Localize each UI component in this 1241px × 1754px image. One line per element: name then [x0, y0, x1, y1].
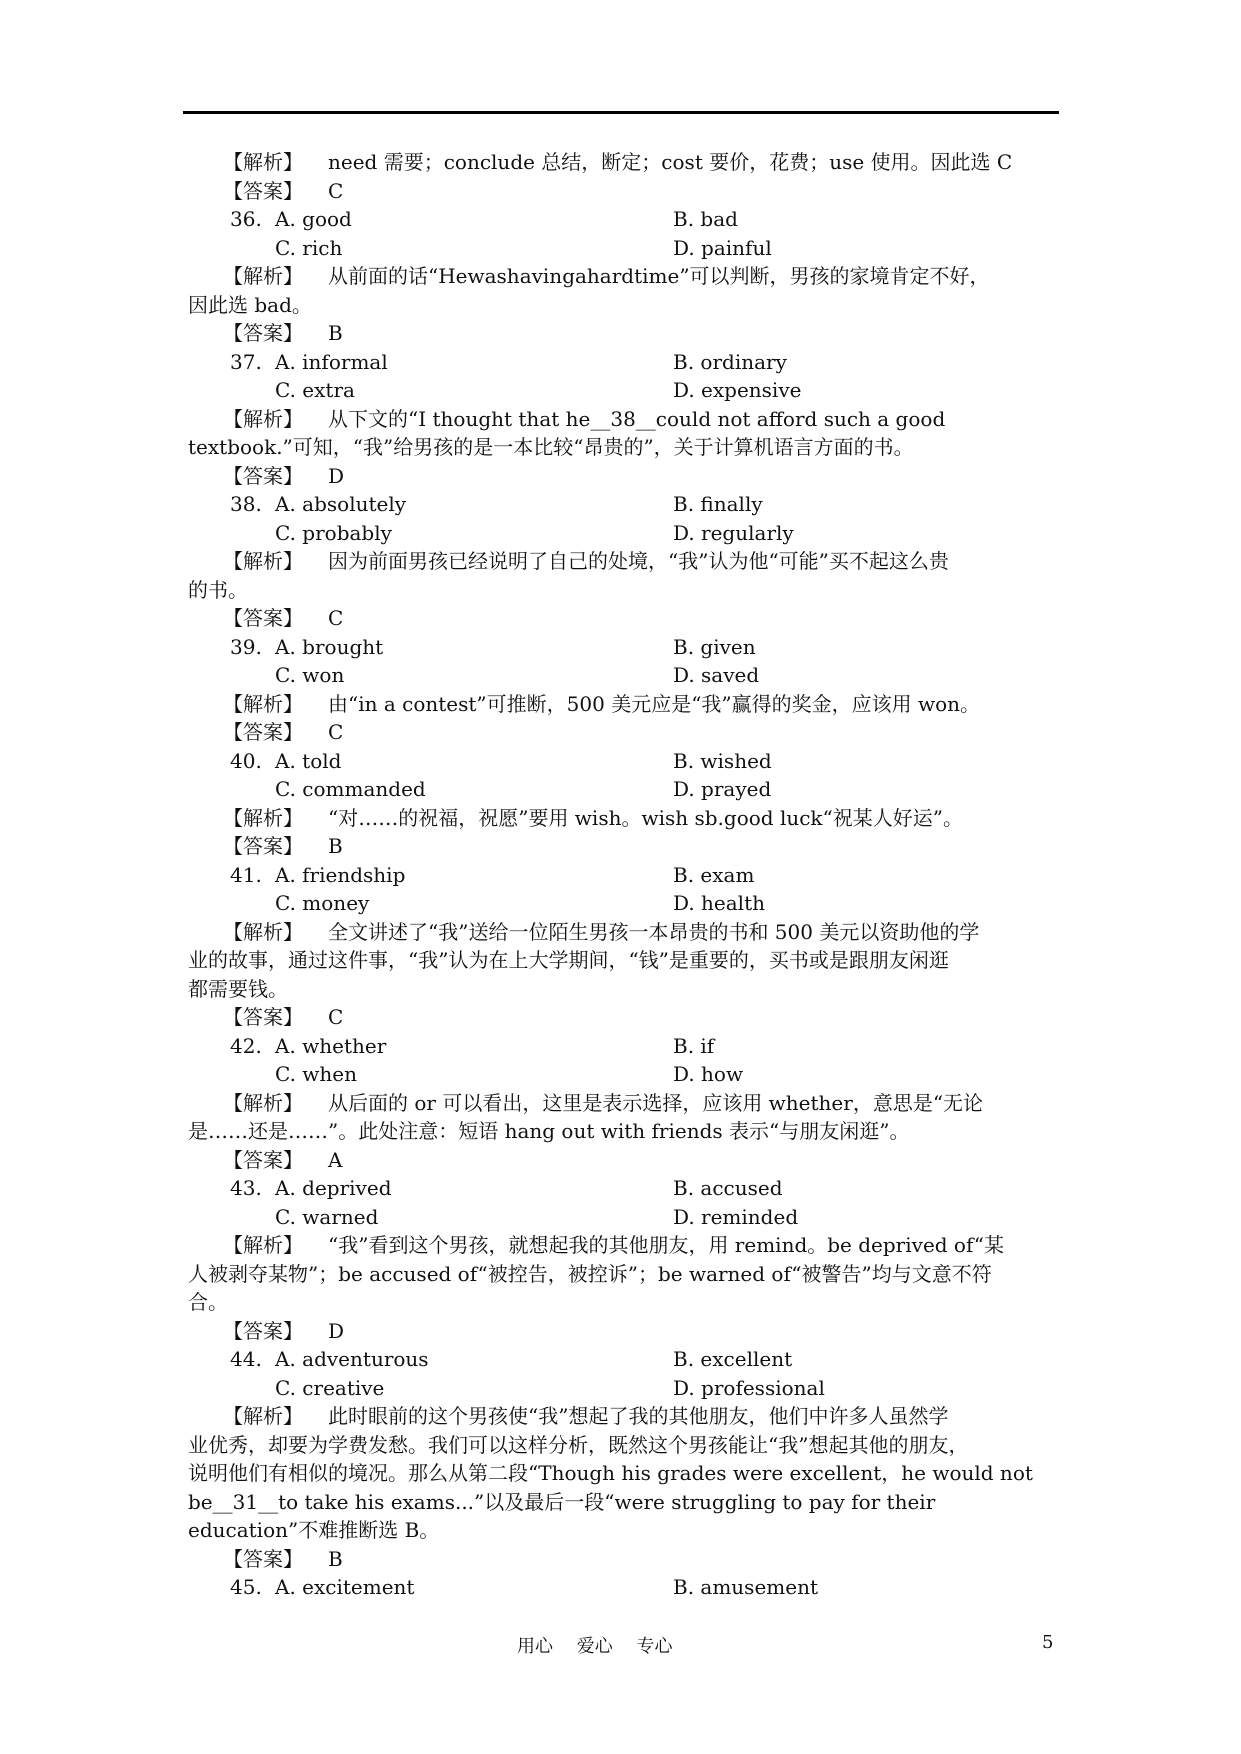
- section-tag: 【解析】: [223, 406, 303, 431]
- line-text: 的书。: [188, 577, 248, 602]
- analysis-line: [188, 804, 1088, 833]
- analysis-line: [188, 177, 1088, 206]
- line-text: “对……的祝福，祝愿”要用 wish。wish sb.good luck“祝某人好运”。: [328, 805, 963, 830]
- line-text: be__31__to take his exams...”以及最后一段“were struggling to pay for their: [188, 1489, 936, 1514]
- continuation-line: [188, 1431, 1088, 1460]
- question-number: 45.: [230, 1575, 262, 1599]
- section-tag: 【答案】: [223, 1005, 303, 1029]
- line-text: 此时眼前的这个男孩使“我”想起了我的其他朋友，他们中许多人虽然学: [328, 1404, 949, 1428]
- continuation-line: [188, 291, 1088, 320]
- continuation-line: [188, 1117, 1088, 1146]
- analysis-line: [188, 1089, 1088, 1118]
- section-tag: 【解析】: [223, 1233, 303, 1257]
- option-a: A. deprived: [275, 1176, 392, 1200]
- question-options-ab: [188, 205, 1088, 234]
- section-tag: 【解析】: [223, 549, 303, 573]
- question-number: 39.: [230, 634, 262, 659]
- line-text: 因为前面男孩已经说明了自己的处境，“我”认为他“可能”买不起这么贵: [328, 549, 949, 573]
- question-options-ab: [188, 1174, 1088, 1203]
- analysis-line: [188, 1402, 1088, 1431]
- section-tag: 【解析】: [223, 150, 303, 174]
- continuation-line: [188, 576, 1088, 605]
- question-options-ab: [188, 348, 1088, 377]
- continuation-line: [188, 433, 1088, 462]
- continuation-line: [188, 1459, 1088, 1488]
- line-text: C: [328, 606, 344, 630]
- line-text: B: [328, 321, 343, 345]
- question-options-cd: [188, 519, 1088, 548]
- question-options-ab: [188, 747, 1088, 776]
- footer-motto: 用心 爱心 专心: [517, 1636, 673, 1657]
- option-b: B. amusement: [673, 1575, 818, 1599]
- line-text: 因此选 bad。: [188, 292, 312, 317]
- analysis-line: [188, 1003, 1088, 1032]
- question-options-ab: [188, 490, 1088, 519]
- line-text: 由“in a contest”可推断，500 美元应是“我”赢得的奖金，应该用 won。: [328, 691, 981, 716]
- section-tag: 【答案】: [223, 606, 303, 630]
- option-a: A. informal: [275, 349, 388, 374]
- page-content: [188, 148, 1088, 1602]
- option-a: A. good: [275, 207, 352, 231]
- option-c: C. money: [275, 891, 370, 915]
- line-text: education”不难推断选 B。: [188, 1518, 440, 1542]
- option-b: B. given: [673, 634, 756, 659]
- analysis-line: [188, 1231, 1088, 1260]
- section-tag: 【答案】: [223, 1147, 303, 1172]
- option-c: C. commanded: [275, 777, 426, 801]
- section-tag: 【解析】: [223, 1090, 303, 1115]
- line-text: C: [328, 720, 344, 744]
- option-b: B. ordinary: [673, 349, 787, 374]
- line-text: C: [328, 178, 344, 203]
- header-rule: [183, 111, 1059, 114]
- option-a: A. absolutely: [275, 492, 407, 516]
- option-d: D. reminded: [673, 1204, 799, 1229]
- section-tag: 【答案】: [223, 834, 303, 858]
- section-tag: 【解析】: [223, 691, 303, 716]
- analysis-line: [188, 832, 1088, 861]
- analysis-line: [188, 1146, 1088, 1175]
- line-text: “我”看到这个男孩，就想起我的其他朋友，用 remind。be deprived of“某: [328, 1233, 1004, 1257]
- question-number: 36.: [230, 207, 262, 231]
- continuation-line: [188, 1488, 1088, 1517]
- option-c: C. rich: [275, 235, 343, 260]
- line-text: B: [328, 834, 343, 858]
- analysis-line: [188, 1545, 1088, 1574]
- option-d: D. professional: [673, 1375, 825, 1400]
- line-text: D: [328, 463, 345, 488]
- section-tag: 【答案】: [223, 1318, 303, 1343]
- option-a: A. friendship: [275, 862, 406, 887]
- section-tag: 【答案】: [223, 1546, 303, 1571]
- question-options-cd: [188, 234, 1088, 263]
- question-options-ab: [188, 633, 1088, 662]
- question-number: 44.: [230, 1347, 262, 1371]
- question-options-cd: [188, 1374, 1088, 1403]
- option-b: B. exam: [673, 862, 755, 887]
- analysis-line: [188, 718, 1088, 747]
- option-a: A. brought: [275, 634, 384, 659]
- option-b: B. if: [673, 1033, 715, 1058]
- question-options-ab: [188, 861, 1088, 890]
- line-text: 人被剥夺某物”；be accused of“被控告，被控诉”；be warned of“被警告”均与文意不符: [188, 1261, 992, 1286]
- option-b: B. bad: [673, 207, 738, 231]
- line-text: 业优秀，却要为学费发愁。我们可以这样分析，既然这个男孩能让“我”想起其他的朋友，: [188, 1432, 969, 1457]
- line-text: 全文讲述了“我”送给一位陌生男孩一本昂贵的书和 500 美元以资助他的学: [328, 919, 980, 944]
- continuation-line: [188, 975, 1088, 1004]
- question-options-cd: [188, 889, 1088, 918]
- question-options-cd: [188, 1203, 1088, 1232]
- option-d: D. health: [673, 891, 765, 915]
- question-number: 43.: [230, 1176, 262, 1200]
- continuation-line: [188, 1288, 1088, 1317]
- line-text: 从后面的 or 可以看出，这里是表示选择，应该用 whether，意思是“无论: [328, 1090, 984, 1115]
- section-tag: 【解析】: [223, 264, 303, 288]
- option-d: D. saved: [673, 663, 760, 687]
- line-text: 说明他们有相似的境况。那么从第二段“Though his grades were excellent，he would not: [188, 1461, 1033, 1485]
- analysis-line: [188, 918, 1088, 947]
- line-text: D: [328, 1318, 345, 1343]
- option-d: D. regularly: [673, 520, 794, 545]
- option-b: B. accused: [673, 1176, 783, 1200]
- option-c: C. won: [275, 663, 345, 687]
- section-tag: 【解析】: [223, 1404, 303, 1428]
- analysis-line: [188, 604, 1088, 633]
- page-number: 5: [1042, 1632, 1054, 1653]
- question-options-ab: [188, 1345, 1088, 1374]
- question-options-cd: [188, 661, 1088, 690]
- line-text: A: [328, 1147, 343, 1172]
- question-options-cd: [188, 775, 1088, 804]
- question-options-ab: [188, 1573, 1088, 1602]
- question-number: 40.: [230, 748, 262, 773]
- option-d: D. painful: [673, 235, 772, 260]
- option-c: C. creative: [275, 1375, 385, 1400]
- section-tag: 【答案】: [223, 178, 303, 203]
- option-b: B. excellent: [673, 1347, 793, 1371]
- option-c: C. probably: [275, 520, 392, 545]
- analysis-line: [188, 462, 1088, 491]
- analysis-line: [188, 262, 1088, 291]
- question-number: 41.: [230, 862, 262, 887]
- option-a: A. told: [275, 748, 342, 773]
- question-options-cd: [188, 376, 1088, 405]
- option-a: A. excitement: [275, 1575, 415, 1599]
- line-text: C: [328, 1005, 344, 1029]
- line-text: 都需要钱。: [188, 976, 288, 1001]
- option-c: C. when: [275, 1062, 358, 1086]
- line-text: 业的故事，通过这件事，“我”认为在上大学期间，“钱”是重要的，买书或是跟朋友闲逛: [188, 948, 949, 972]
- section-tag: 【解析】: [223, 919, 303, 944]
- analysis-line: [188, 1317, 1088, 1346]
- option-d: D. how: [673, 1062, 744, 1086]
- option-a: A. adventurous: [275, 1347, 429, 1371]
- line-text: B: [328, 1546, 343, 1571]
- question-options-cd: [188, 1060, 1088, 1089]
- line-text: 从下文的“I thought that he__38__could not afford such a good: [328, 406, 946, 431]
- question-options-ab: [188, 1032, 1088, 1061]
- option-c: C. extra: [275, 378, 355, 402]
- line-text: 是……还是……”。此处注意：短语 hang out with friends 表示“与朋友闲逛”。: [188, 1119, 910, 1143]
- analysis-line: [188, 690, 1088, 719]
- question-number: 37.: [230, 349, 262, 374]
- analysis-line: [188, 148, 1088, 177]
- option-d: D. prayed: [673, 777, 772, 801]
- continuation-line: [188, 946, 1088, 975]
- section-tag: 【答案】: [223, 720, 303, 744]
- section-tag: 【答案】: [223, 321, 303, 345]
- analysis-line: [188, 405, 1088, 434]
- section-tag: 【解析】: [223, 805, 303, 830]
- continuation-line: [188, 1260, 1088, 1289]
- section-tag: 【答案】: [223, 463, 303, 488]
- analysis-line: [188, 319, 1088, 348]
- option-d: D. expensive: [673, 378, 802, 402]
- line-text: need 需要；conclude 总结，断定；cost 要价，花费；use 使用。因此选 C: [328, 150, 1013, 174]
- option-b: B. wished: [673, 748, 772, 773]
- option-a: A. whether: [275, 1033, 387, 1058]
- line-text: 从前面的话“Hewashavingahardtime”可以判断，男孩的家境肯定不好，: [328, 264, 990, 288]
- question-number: 42.: [230, 1033, 262, 1058]
- line-text: 合。: [188, 1290, 228, 1314]
- question-number: 38.: [230, 492, 262, 516]
- option-b: B. finally: [673, 492, 763, 516]
- option-c: C. warned: [275, 1204, 379, 1229]
- line-text: textbook.”可知，“我”给男孩的是一本比较“昂贵的”，关于计算机语言方面的书。: [188, 435, 914, 459]
- analysis-line: [188, 547, 1088, 576]
- continuation-line: [188, 1516, 1088, 1545]
